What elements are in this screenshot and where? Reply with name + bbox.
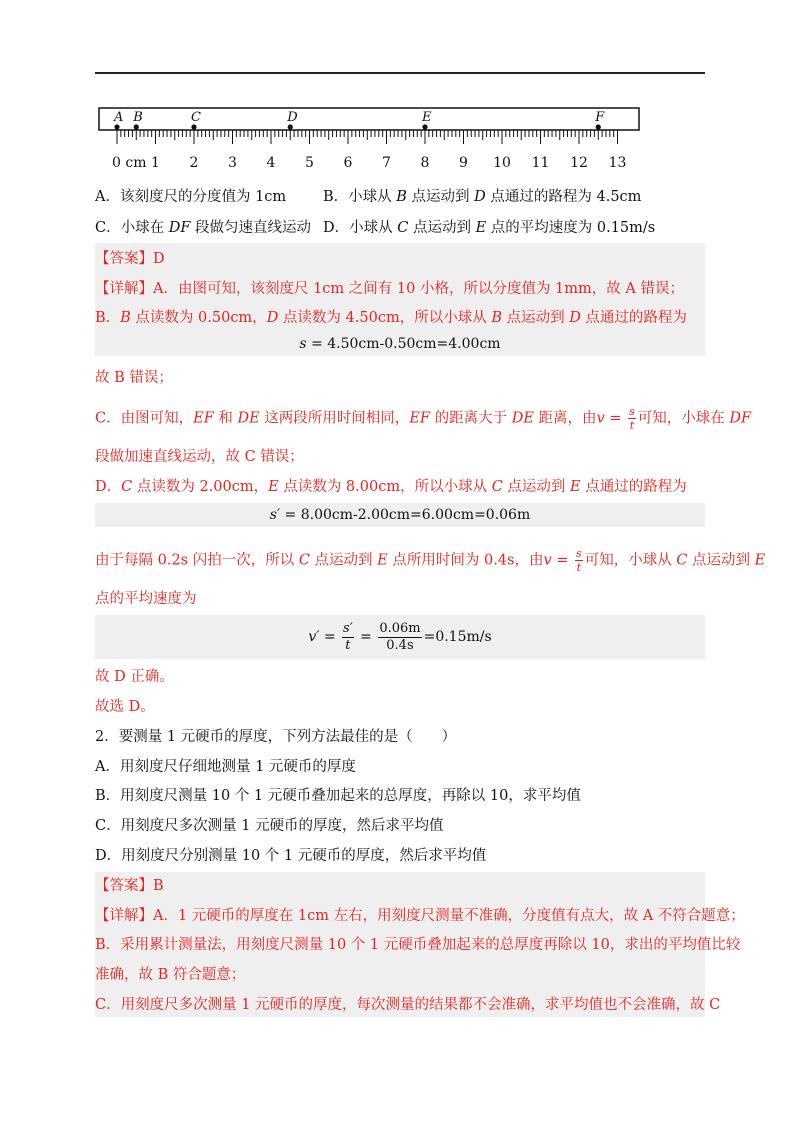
ruler-point-label-c: C (191, 110, 201, 125)
q1-detail-a: 【详解】A．由图可知，该刻度尺 1cm 之间有 10 小格，所以分度值为 1mm，故 A 错误； (95, 281, 684, 297)
ruler-numbers (151, 155, 626, 170)
ruler-unit-label: 0 cm (112, 155, 147, 170)
ruler-points (113, 110, 605, 130)
q2-detail-a: 【详解】A．1 元硬币的厚度在 1cm 左右，用刻度尺测量不准确，分度值有点大，故 A 不符合题意； (95, 908, 745, 924)
ruler-number: 3 (228, 155, 237, 170)
q1-equation-1: s = 4.50cm-0.50cm=4.00cm (299, 336, 501, 352)
q1-detail-c: C．由图可知，EF 和 DE 这两段所用时间相同，EF 的距离大于 DE 距离，由v = $\frac{s}{t}$ 可知，小球在 DF (95, 405, 752, 432)
q1-d-correct: 故 D 正确。 (95, 669, 174, 685)
q1-option-b: B．小球从 B 点运动到 D 点通过的路程为 4.5cm (323, 189, 642, 205)
ruler-body (99, 108, 639, 130)
ruler-ticks (117, 130, 618, 144)
q1-option-d: D．小球从 C 点运动到 E 点的平均速度为 0.15m/s (323, 220, 656, 236)
q2-option-b: B．用刻度尺测量 10 个 1 元硬币叠加起来的总厚度，再除以 10，求平均值 (95, 788, 581, 804)
ruler-number: 7 (382, 155, 391, 170)
ruler-number: 8 (420, 155, 430, 170)
ruler-number: 10 (493, 155, 511, 170)
ruler-number: 2 (189, 155, 199, 170)
q2-option-a: A．用刻度尺仔细地测量 1 元硬币的厚度 (95, 759, 356, 775)
ruler-figure (95, 100, 655, 170)
q1-option-c: C．小球在 DF 段做匀速直线运动 (95, 220, 312, 236)
ruler-point-label-d: D (287, 110, 298, 125)
header-rule (95, 72, 705, 74)
q1-equation-3: v′ = $\frac{s'}{t}$ = $\frac{0.06m}{0.4s}$ =0.15m/s (308, 620, 492, 653)
q1-b-wrong: 故 B 错误； (95, 370, 173, 386)
ruler-point-b (134, 124, 139, 129)
q2-option-d: D．用刻度尺分别测量 10 个 1 元硬币的厚度，然后求平均值 (95, 848, 487, 864)
q2-detail-c: C．用刻度尺多次测量 1 元硬币的厚度，每次测量的结果都不会准确，求平均值也不会准确，故 C (95, 997, 721, 1013)
ruler-number: 1 (151, 155, 160, 170)
q2-detail-b: B．采用累计测量法，用刻度尺测量 10 个 1 元硬币叠加起来的总厚度再除以 10，求出的平均值比较 (95, 937, 741, 953)
ruler-number: 12 (570, 155, 588, 170)
q2-answer: 【答案】B (95, 878, 164, 894)
ruler-point-label-a: A (114, 110, 124, 125)
ruler-point-label-b: B (133, 110, 143, 125)
q2-option-c: C．用刻度尺多次测量 1 元硬币的厚度，然后求平均值 (95, 818, 444, 834)
q1-choose-d: 故选 D。 (95, 699, 155, 715)
q1-detail-c-2: 段做加速直线运动，故 C 错误； (95, 449, 304, 465)
q2-stem: 2．要测量 1 元硬币的厚度，下列方法最佳的是（ ） (95, 729, 457, 745)
ruler-point-c (191, 124, 196, 129)
q1-detail-b: B．B 点读数为 0.50cm，D 点读数为 4.50cm，所以小球从 B 点运动到 D 点通过的路程为 (95, 310, 687, 326)
q1-detail-time: 由于每隔 0.2s 闪拍一次，所以 C 点运动到 E 点所用时间为 0.4s，由v = $\frac{s}{t}$ 可知，小球从 C 点运动到 E (95, 547, 766, 574)
ruler-point-a (114, 124, 119, 129)
ruler-point-label-f: F (595, 110, 605, 125)
ruler-number: 6 (343, 155, 353, 170)
ruler-point-e (422, 124, 427, 129)
q1-answer: 【答案】D (95, 251, 165, 267)
q1-option-a: A．该刻度尺的分度值为 1cm (95, 189, 287, 205)
ruler-number: 13 (608, 155, 627, 170)
q1-detail-time-2: 点的平均速度为 (95, 591, 197, 607)
ruler-number: 11 (531, 155, 550, 170)
ruler-number: 9 (459, 155, 468, 170)
ruler-point-f (596, 124, 601, 129)
ruler-number: 4 (266, 155, 276, 170)
ruler-point-d (288, 124, 293, 129)
q1-equation-2: s′ = 8.00cm-2.00cm=6.00cm=0.06m (269, 507, 531, 523)
ruler-point-label-e: E (422, 110, 432, 125)
ruler-number: 5 (305, 155, 314, 170)
q1-detail-d: D．C 点读数为 2.00cm，E 点读数为 8.00cm，所以小球从 C 点运动到 E 点通过的路程为 (95, 479, 687, 495)
q2-detail-b-2: 准确，故 B 符合题意； (95, 967, 246, 983)
